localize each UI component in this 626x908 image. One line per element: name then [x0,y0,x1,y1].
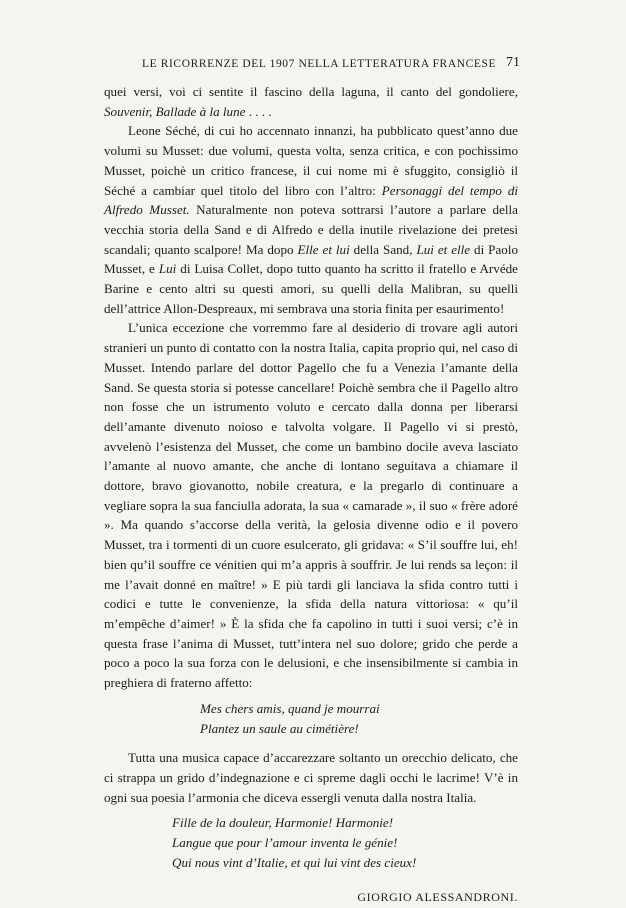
verse-line: Plantez un saule au cimétière! [200,720,359,736]
article-body [104,82,518,908]
verse-quote-2 [104,813,518,872]
verse-line: Fille de la douleur, Harmonie! Harmonie! [172,815,394,831]
paragraph-1: quei versi, voi ci sentite il fascino della laguna, il canto del gondoliere, Souvenir, Ballade à la lune . . . . [104,84,518,119]
verse-line: Mes chers amis, quand je mourrai [200,700,380,716]
verse-line: Langue que pour l’amour inventa le génie! [172,835,398,851]
verse-quote-1 [104,699,518,738]
paragraph-3: L’unica eccezione che vorremmo fare al desiderio di trovare agli autori stranieri un punto di contatto con la nostra Italia, capita proprio qui, nel caso di Musset. Intendo parlare del dottor Pagello che fu a Venezia l’amante della Sand. Se questa storia si potesse cancellare! Poichè sembra che il Pagello altro non fosse che un istrumento voluto e cercato dalla donna per liberarsi dell’amante divenuto noioso e talvolta volgare. Il Pagello vi si prestò, avvelenò l’esistenza del Musset, che come un bambino docile aveva lasciato l’amante al nuovo amante, che anche di lontano seguitava a chiamare il dottore, bravo giovanotto, nobile creatura, e la pregarlo di continuare a vegliare sopra la sua fanciulla adorata, la sua « camarade », il suo « frère adoré ». Ma quando s’accorse della verità, la gelosia divenne odio e il povero Musset, tra i tormenti di un cuore esulcerato, gli gridava: « S’il souffre lui, eh! bien qu’il souffre ce vénitien qui m’a appris à souffrir. Je lui rends sa leçon: il me l’avait donné en maître! » E più tardi gli lanciava la sfida contro tutti i codici e tutte le convenienze, la sfida della natura vittoriosa: « qu’il m’empêche d’aimer! » È la sfida che fa capolino in tutti i suoi versi; c’è in questa frase l’anima di Musset, tutt’intera nel suo dolore; grido che perde a poco a poco la sua forza con le delusioni, e che insensibilmente si cambia in preghiera di fraterno affetto: [104,320,518,691]
paragraph-2: Leone Séché, di cui ho accennato innanzi, ha pubblicato quest’anno due volumi su Musset: due volumi, questa volta, senza critica, e con pochissimo Musset, poichè un critico francese, il cui nome mi è sfuggito, consigliò il Séché a cambiar quel titolo del libro con l’altro: Personaggi del tempo di Alfredo Musset. Naturalmente non poteva sottrarsi l’autore a parlare della vecchia storia della Sand e di Alfredo e della inutile rivelazione dei pretesi scandali; quanto scalpore! Ma dopo Elle et lui della Sand, Lui et elle di Paolo Musset, e Lui di Luisa Collet, dopo tutto quanto ha scritto il fratello e Arvéde Barine e cento altri su questi amori, su quelli della Malibran, su quelli dell’attrice Allon-Despreaux, mi sembrava una storia finita per esaurimento! [104,123,519,316]
paragraph-4: Tutta una musica capace d’accarezzare soltanto un orecchio delicato, che ci strappa un grido d’indegnazione e ci spreme dagli occhi le lacrime! V’è in ogni sua poesia l’armonia che diceva essergli venuta dalla nostra Italia. [104,750,518,805]
verse-line: Qui nous vint d’Italie, et qui lui vint des cieux! [172,854,417,870]
running-title: LE RICORRENZE DEL 1907 NELLA LETTERATURA FRANCESE [142,58,497,70]
author-signature: GIORGIO ALESSANDRONI. [357,890,518,905]
page-number: 71 [506,55,520,70]
